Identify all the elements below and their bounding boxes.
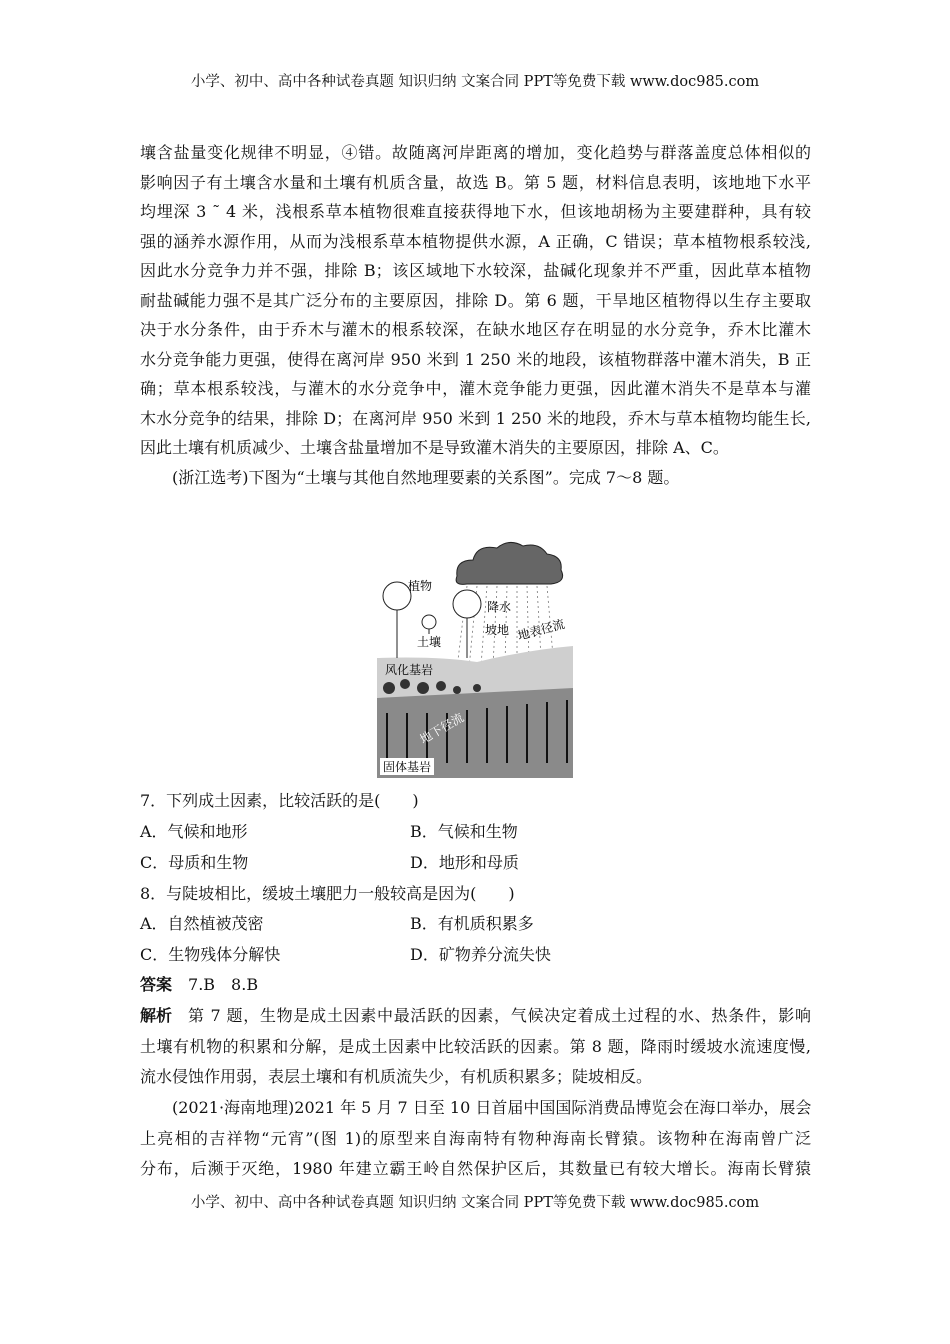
text-line: 均埋深 3 ˜ 4 米，浅根系草本植物很难直接获得地下水，但该地胡杨为主要建群种，具有较: [140, 202, 811, 221]
option-8a: A．自然植被茂密: [140, 914, 264, 933]
text-line: 壤含盐量变化规律不明显，④错。故随离河岸距离的增加，变化趋势与群落盖度总体相似的: [140, 143, 811, 162]
label-bedrock: 固体基岩: [383, 760, 432, 774]
text-line: 流水侵蚀作用弱，表层土壤和有机质流失少，有机质积累多；陡坡相反。: [140, 1067, 653, 1086]
option-7b: B．气候和生物: [410, 822, 518, 841]
answer-value: 7.B 8.B: [188, 975, 259, 994]
label-plant: 植物: [408, 579, 433, 593]
option-7a: A．气候和地形: [140, 822, 248, 841]
label-underground-runoff: 地下径流: [417, 710, 467, 747]
label-rain: 降水: [487, 600, 512, 614]
text-line: (2021·海南地理)2021 年 5 月 7 日至 10 日首届中国国际消费品博览会在海口举办，展会: [172, 1098, 812, 1117]
option-7c: C．母质和生物: [140, 853, 249, 872]
page-footer: 小学、初中、高中各种试卷真题 知识归纳 文案合同 PPT等免费下载 www.doc985.com: [190, 1195, 760, 1211]
answer-line: [140, 974, 258, 996]
text-line: 耐盐碱能力强不是其广泛分布的主要原因，排除 D。第 6 题，干旱地区植物得以生存主要取: [140, 291, 811, 310]
option-8b: B．有机质积累多: [410, 914, 534, 933]
label-soil: 土壤: [417, 635, 442, 649]
text-line: 影响因子有土壤含水量和土壤有机质含量，故选 B。第 5 题，材料信息表明，该地地下水平: [140, 173, 811, 192]
analysis-label: [140, 1005, 172, 1027]
text-line: 决于水分条件，由于乔木与灌木的根系较深，在缺水地区存在明显的水分竞争，乔木比灌木: [140, 320, 811, 339]
label-weathered-rock: 风化基岩: [385, 663, 434, 677]
text-line: 水分竞争能力更强，使得在离河岸 950 米到 1 250 米的地段，该植物群落中灌木消失，B 正: [140, 350, 811, 369]
text-line: 强的涵养水源作用，从而为浅根系草本植物提供水源，A 正确，C 错误；草本植物根系较浅,: [140, 232, 811, 251]
analysis-label-text: 解析: [140, 1006, 173, 1025]
answer-label: 答案: [140, 975, 173, 994]
text-line: 木水分竞争的结果，排除 D；在离河岸 950 米到 1 250 米的地段，乔木与草本植物均能生长,: [140, 409, 811, 428]
question-7-stem: 7．下列成土因素，比较活跃的是( ): [140, 791, 419, 810]
label-slope: 坡地: [485, 623, 510, 637]
soil-relationship-figure: [377, 538, 573, 778]
text-line: 上亮相的吉祥物“元宵”(图 1)的原型来自海南特有物种海南长臂猿。该物种在海南曾广泛: [140, 1129, 811, 1148]
text-line: 确；草本根系较浅，与灌木的水分竞争中，灌木竞争能力更强，因此灌木消失不是草本与灌: [140, 379, 811, 398]
option-8d: D．矿物养分流失快: [410, 945, 551, 964]
text-line: 因此土壤有机质减少、土壤含盐量增加不是导致灌木消失的主要原因，排除 A、C。: [140, 438, 729, 457]
label-surface-runoff: 地表径流: [516, 616, 567, 643]
question-8-stem: 8．与陡坡相比，缓坡土壤肥力一般较高是因为( ): [140, 884, 515, 903]
option-7d: D．地形和母质: [410, 853, 519, 872]
option-8c: C．生物残体分解快: [140, 945, 281, 964]
text-line: 因此水分竞争力并不强，排除 B；该区域地下水较深，盐碱化现象并不严重，因此草本植物: [140, 261, 811, 280]
text-line: 分布，后濒于灭绝，1980 年建立霸王岭自然保护区后，其数量已有较大增长。海南长臂猿: [140, 1159, 811, 1178]
page-header: 小学、初中、高中各种试卷真题 知识归纳 文案合同 PPT等免费下载 www.doc985.com: [190, 74, 760, 90]
text-line: 土壤有机物的积累和分解，是成土因素中比较活跃的因素。第 8 题，降雨时缓坡水流速度慢,: [140, 1037, 811, 1056]
question-intro: (浙江选考)下图为“土壤与其他自然地理要素的关系图”。完成 7～8 题。: [172, 468, 680, 487]
text-line: 第 7 题，生物是成土因素中最活跃的因素，气候决定着成土过程的水、热条件，影响: [188, 1006, 811, 1025]
